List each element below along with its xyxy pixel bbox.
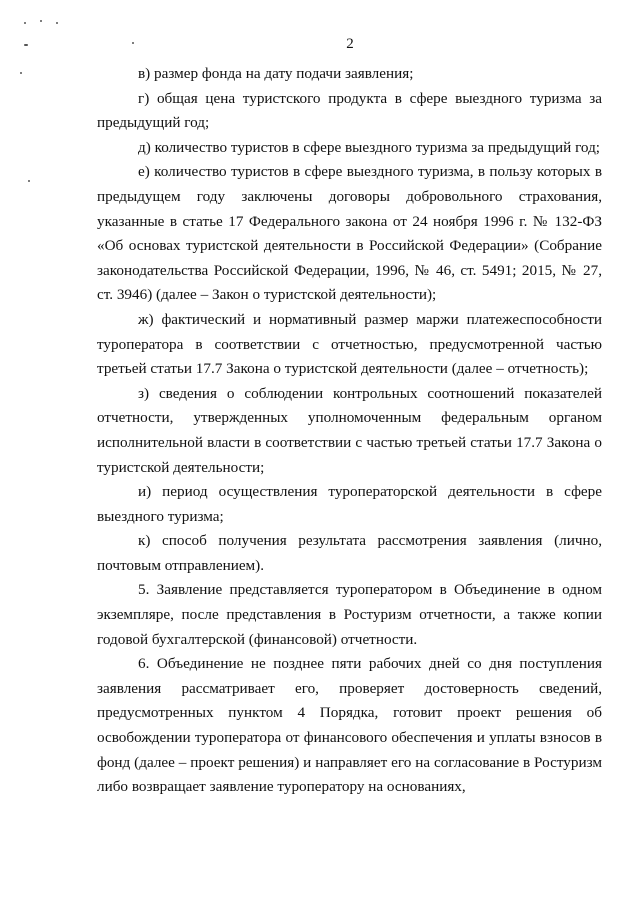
paragraph-g: г) общая цена туристского продукта в сфере выездного туризма за предыдущий год; [97,89,602,132]
scan-artifact [40,20,42,22]
paragraph-e: е) количество туристов в сфере выездного туризма, в пользу которых в предыдущем году заключены договоры добровольного страхования, указанные в статье 17 Федерального закона от 24 ноября 1996 г. № 132-ФЗ «Об основах туристской деятельности в Российской Федерации» (Собрание законодательства Российской Федерации, 1996, № 46, ст. 5491; 2015, № 27, ст. 3946) (далее – Закон о туристской деятельности); [97,163,602,304]
document-body [97,62,602,800]
paragraph-v: в) размер фонда на дату подачи заявления; [138,65,414,82]
scan-artifact [56,22,58,24]
scan-artifact [24,22,26,24]
paragraph-z: з) сведения о соблюдении контрольных соотношений показателей отчетности, утвержденных уполномоченным федеральным органом исполнительной власти в соответствии с частью третьей статьи 17.7 Закона о туристской деятельности; [97,384,602,476]
scan-artifact [28,180,30,182]
paragraph-k: к) способ получения результата рассмотрения заявления (лично, почтовым отправлением). [97,532,602,574]
scan-artifact [20,72,22,74]
paragraph-5: 5. Заявление представляется туроператором в Объединение в одном экземпляре, после представления в Ростуризм отчетности, а также копии годовой бухгалтерской (финансовой) отчетности. [97,581,602,648]
paragraph-i: и) период осуществления туроператорской деятельности в сфере выездного туризма; [97,483,602,525]
paragraph-d: д) количество туристов в сфере выездного туризма за предыдущий год; [138,138,601,156]
page-number: 2 [346,36,354,52]
paragraph-6: 6. Объединение не позднее пяти рабочих дней со дня поступления заявления рассматривает его, проверяет достоверность сведений, предусмотренных пунктом 4 Порядка, готовит проект решения об освобождении туроператора от финансового обеспечения и уплаты взносов в фонд (далее – проект решения) и направляет его на согласование в Ростуризм либо возвращает заявление туроператору на основаниях, [97,655,602,796]
paragraph-zh: ж) фактический и нормативный размер маржи платежеспособности туроператора в соответствии с отчетностью, предусмотренной частью третьей статьи 17.7 Закона о туристской деятельности (далее – отчетность); [97,310,602,378]
